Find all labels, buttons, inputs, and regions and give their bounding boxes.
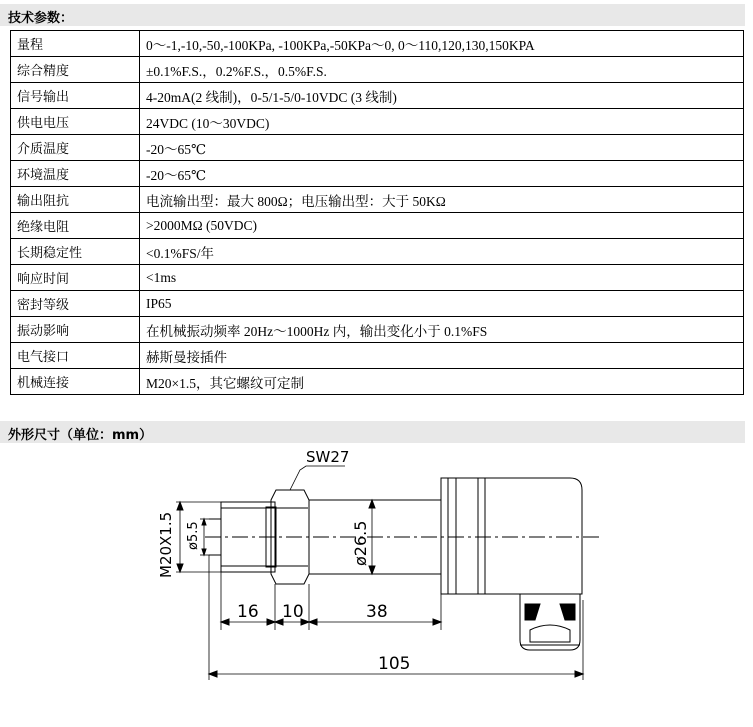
- bore-label: ø5.5: [186, 521, 201, 550]
- spec-label: 长期稳定性: [11, 239, 140, 265]
- hex-label: SW27: [306, 448, 350, 466]
- spec-label: 综合精度: [11, 57, 140, 83]
- spec-label: 振动影响: [11, 317, 140, 343]
- spec-value: -20～65℃: [140, 135, 744, 161]
- spec-label: 响应时间: [11, 265, 140, 291]
- spec-row: [11, 213, 744, 239]
- spec-row: [11, 291, 744, 317]
- spec-label: 环境温度: [11, 161, 140, 187]
- spec-value: IP65: [140, 291, 744, 317]
- spec-label: 密封等级: [11, 291, 140, 317]
- spec-value: >2000MΩ (50VDC): [140, 213, 744, 239]
- spec-value: ±0.1%F.S.，0.2%F.S.，0.5%F.S.: [140, 57, 744, 83]
- dimension-drawing: [0, 448, 753, 727]
- spec-row: [11, 135, 744, 161]
- spec-value: 0～-1,-10,-50,-100KPa, -100KPa,-50KPa～0, 0～110,120,130,150KPA: [140, 31, 744, 57]
- thread-label: M20X1.5: [157, 511, 175, 578]
- spec-row: [11, 83, 744, 109]
- diameter-label: ø26.5: [351, 520, 370, 566]
- spec-value: -20～65℃: [140, 161, 744, 187]
- dimensions-section-title: 外形尺寸（单位：mm）: [8, 428, 153, 443]
- spec-value: 在机械振动频率 20Hz～1000Hz 内，输出变化小于 0.1%FS: [140, 317, 744, 343]
- dim-hex-label: 10: [282, 602, 304, 622]
- spec-value: 电流输出型：最大 800Ω；电压输出型：大于 50KΩ: [140, 187, 744, 213]
- spec-label: 量程: [11, 31, 140, 57]
- specs-section-title: 技术参数：: [8, 11, 74, 26]
- spec-row: [11, 317, 744, 343]
- spec-label: 电气接口: [11, 343, 140, 369]
- spec-table: [10, 30, 744, 395]
- spec-row: [11, 265, 744, 291]
- spec-row: [11, 161, 744, 187]
- spec-value: 赫斯曼接插件: [140, 343, 744, 369]
- spec-row: [11, 57, 744, 83]
- spec-row: [11, 31, 744, 57]
- spec-label: 绝缘电阻: [11, 213, 140, 239]
- spec-label: 机械连接: [11, 369, 140, 395]
- connector-housing: [485, 478, 582, 594]
- spec-label: 供电电压: [11, 109, 140, 135]
- spec-label: 输出阻抗: [11, 187, 140, 213]
- spec-label: 信号输出: [11, 83, 140, 109]
- spec-value: M20×1.5，其它螺纹可定制: [140, 369, 744, 395]
- spec-row: [11, 239, 744, 265]
- dimensions-section-header: [0, 421, 745, 443]
- spec-value: 24VDC (10～30VDC): [140, 109, 744, 135]
- spec-value: 4-20mA(2 线制)，0-5/1-5/0-10VDC (3 线制): [140, 83, 744, 109]
- spec-row: [11, 369, 744, 395]
- spec-row: [11, 187, 744, 213]
- specs-section-header: [0, 4, 745, 26]
- dim-thread-label: 16: [237, 602, 259, 622]
- dim-total-label: 105: [378, 654, 411, 674]
- spec-value: <1ms: [140, 265, 744, 291]
- spec-value: <0.1%FS/年: [140, 239, 744, 265]
- spec-row: [11, 109, 744, 135]
- spec-row: [11, 343, 744, 369]
- spec-label: 介质温度: [11, 135, 140, 161]
- dim-body-label: 38: [366, 602, 388, 622]
